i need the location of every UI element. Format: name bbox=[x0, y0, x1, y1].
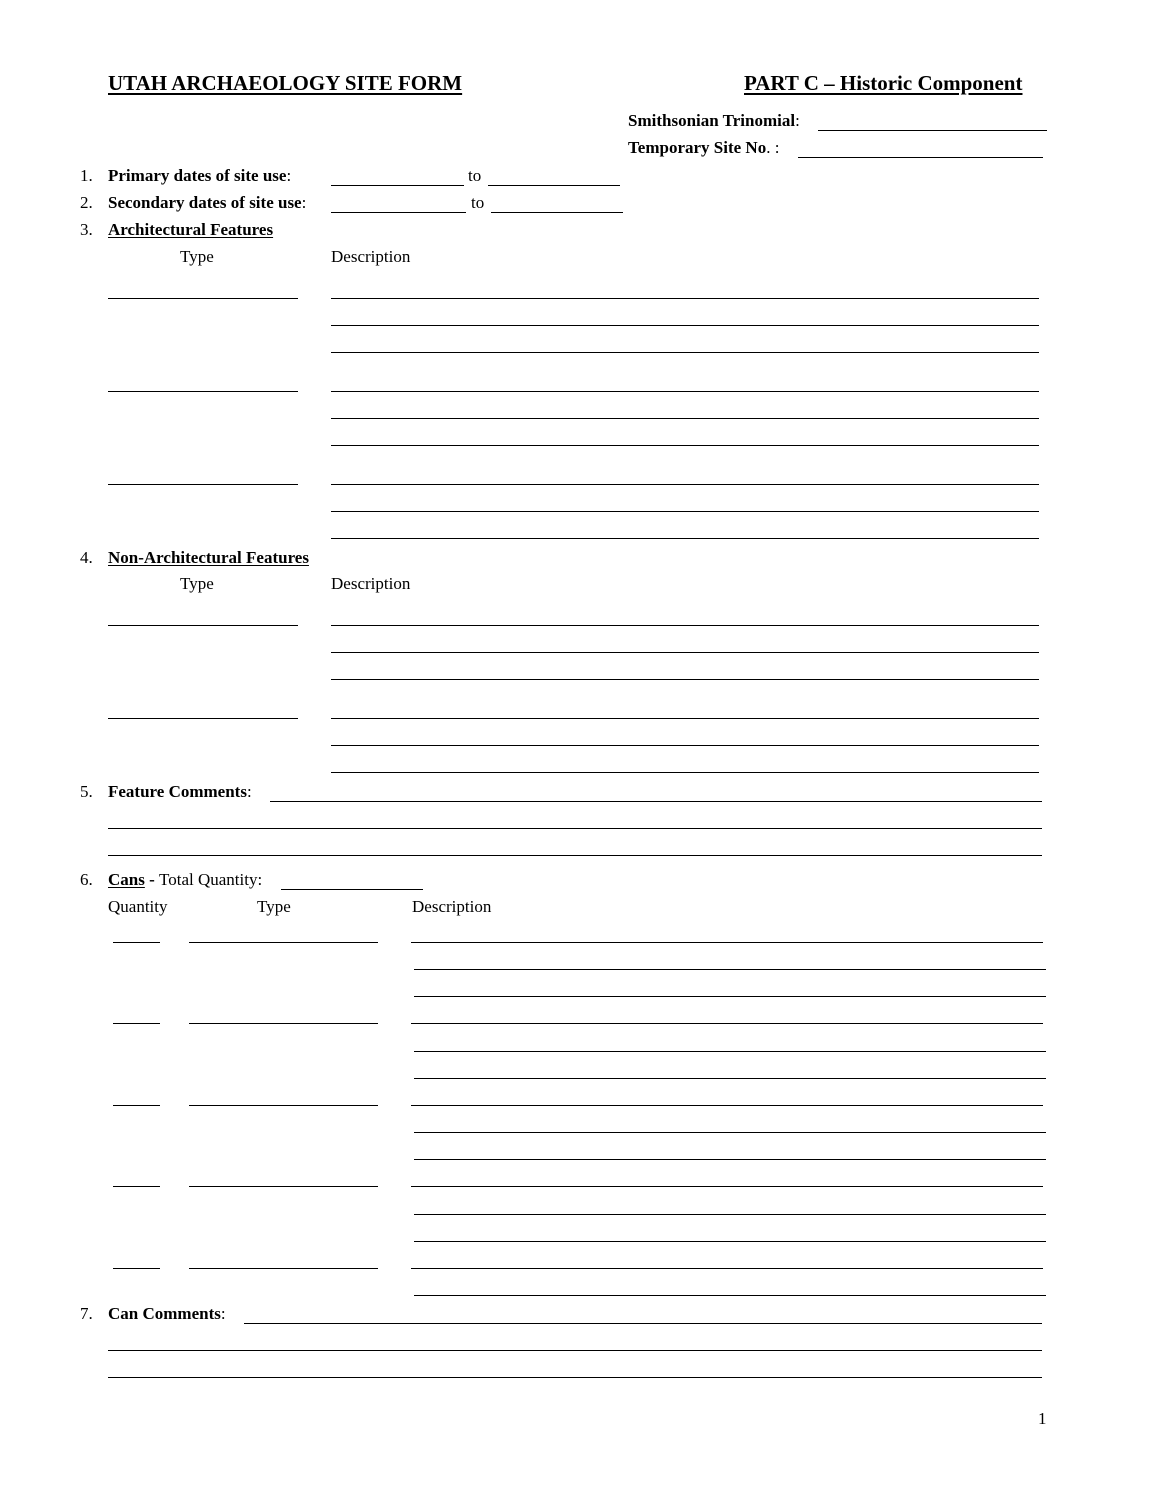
q6-quantity-field[interactable] bbox=[113, 942, 160, 943]
q3-description-field[interactable] bbox=[331, 538, 1039, 539]
q7-comment-field[interactable] bbox=[108, 1377, 1042, 1378]
q5-comment-field[interactable] bbox=[270, 801, 1042, 802]
q2-end-date-field[interactable] bbox=[491, 212, 623, 213]
q6-col-type: Type bbox=[257, 897, 291, 916]
q6-col-description: Description bbox=[412, 897, 492, 916]
q6-quantity-field[interactable] bbox=[113, 1023, 160, 1024]
part-title: PART C – Historic Component bbox=[744, 71, 1023, 95]
q1-end-date-field[interactable] bbox=[488, 185, 620, 186]
q6-quantity-field[interactable] bbox=[113, 1268, 160, 1269]
q3-number: 3. bbox=[80, 220, 93, 239]
q5-label bbox=[108, 782, 252, 802]
q2-start-date-field[interactable] bbox=[331, 212, 466, 213]
q7-colon: : bbox=[220, 1304, 226, 1323]
temp-site-label-text: Temporary Site No bbox=[628, 138, 767, 157]
q6-description-field[interactable] bbox=[411, 942, 1043, 943]
q4-description-field[interactable] bbox=[331, 625, 1039, 626]
q6-quantity-field[interactable] bbox=[113, 1186, 160, 1187]
q6-description-field[interactable] bbox=[414, 996, 1046, 997]
q7-comment-field[interactable] bbox=[108, 1350, 1042, 1351]
q6-quantity-field[interactable] bbox=[113, 1105, 160, 1106]
q1-start-date-field[interactable] bbox=[331, 185, 464, 186]
q6-total-quantity-label: Total Quantity: bbox=[159, 870, 263, 889]
temp-site-label bbox=[628, 138, 779, 158]
q3-description-field[interactable] bbox=[331, 298, 1039, 299]
q3-col-type: Type bbox=[180, 247, 214, 266]
q4-col-type: Type bbox=[180, 574, 214, 593]
q6-description-field[interactable] bbox=[411, 1023, 1043, 1024]
q5-colon: : bbox=[246, 782, 252, 801]
q5-label-text: Feature Comments bbox=[108, 782, 247, 801]
q6-description-field[interactable] bbox=[414, 1241, 1046, 1242]
q2-label bbox=[108, 193, 306, 213]
temp-site-field[interactable] bbox=[798, 157, 1043, 158]
q7-label-text: Can Comments bbox=[108, 1304, 221, 1323]
q3-description-field[interactable] bbox=[331, 391, 1039, 392]
q6-description-field[interactable] bbox=[414, 1295, 1046, 1296]
q3-type-field[interactable] bbox=[108, 391, 298, 392]
q3-type-field[interactable] bbox=[108, 484, 298, 485]
q4-description-field[interactable] bbox=[331, 745, 1039, 746]
q3-label: Architectural Features bbox=[108, 220, 274, 239]
q5-number: 5. bbox=[80, 782, 93, 801]
form-title: UTAH ARCHAEOLOGY SITE FORM bbox=[108, 71, 463, 95]
q6-number: 6. bbox=[80, 870, 93, 889]
q6-type-field[interactable] bbox=[189, 1105, 378, 1106]
q3-description-field[interactable] bbox=[331, 418, 1039, 419]
q1-label bbox=[108, 166, 291, 186]
q4-type-field[interactable] bbox=[108, 625, 298, 626]
q3-description-field[interactable] bbox=[331, 511, 1039, 512]
q6-description-field[interactable] bbox=[414, 969, 1046, 970]
q1-number: 1. bbox=[80, 166, 93, 185]
q4-col-description: Description bbox=[331, 574, 411, 593]
q6-description-field[interactable] bbox=[411, 1268, 1043, 1269]
q7-comment-field[interactable] bbox=[244, 1323, 1042, 1324]
page-number: 1 bbox=[1038, 1409, 1047, 1428]
q6-description-field[interactable] bbox=[414, 1132, 1046, 1133]
q5-comment-field[interactable] bbox=[108, 828, 1042, 829]
q6-description-field[interactable] bbox=[411, 1186, 1043, 1187]
q3-col-description: Description bbox=[331, 247, 411, 266]
q4-description-field[interactable] bbox=[331, 772, 1039, 773]
q6-description-field[interactable] bbox=[414, 1051, 1046, 1052]
q3-description-field[interactable] bbox=[331, 484, 1039, 485]
trinomial-label: Smithsonian Trinomial: bbox=[628, 111, 800, 130]
q6-label bbox=[108, 870, 262, 890]
q4-description-field[interactable] bbox=[331, 679, 1039, 680]
q4-number: 4. bbox=[80, 548, 93, 567]
q4-description-field[interactable] bbox=[331, 718, 1039, 719]
q3-type-field[interactable] bbox=[108, 298, 298, 299]
q2-label-text: Secondary dates of site use bbox=[108, 193, 302, 212]
q4-type-field[interactable] bbox=[108, 718, 298, 719]
q4-label: Non-Architectural Features bbox=[108, 548, 309, 567]
q6-type-field[interactable] bbox=[189, 1268, 378, 1269]
q2-colon: : bbox=[301, 193, 307, 212]
q6-label-text: Cans bbox=[108, 870, 145, 889]
q6-total-quantity-field[interactable] bbox=[281, 889, 423, 890]
q6-type-field[interactable] bbox=[189, 1023, 378, 1024]
q6-type-field[interactable] bbox=[189, 1186, 378, 1187]
q1-colon: : bbox=[286, 166, 292, 185]
q6-description-field[interactable] bbox=[414, 1159, 1046, 1160]
q6-dash: - bbox=[144, 870, 160, 889]
q6-description-field[interactable] bbox=[411, 1105, 1043, 1106]
q2-to: to bbox=[471, 193, 485, 212]
q5-comment-field[interactable] bbox=[108, 855, 1042, 856]
temp-site-sep: . : bbox=[766, 138, 780, 157]
q7-number: 7. bbox=[80, 1304, 93, 1323]
q4-description-field[interactable] bbox=[331, 652, 1039, 653]
q7-label bbox=[108, 1304, 226, 1324]
q3-description-field[interactable] bbox=[331, 352, 1039, 353]
q6-description-field[interactable] bbox=[414, 1078, 1046, 1079]
q6-col-quantity: Quantity bbox=[108, 897, 168, 916]
q3-description-field[interactable] bbox=[331, 325, 1039, 326]
trinomial-field[interactable] bbox=[818, 130, 1047, 131]
q1-label-text: Primary dates of site use bbox=[108, 166, 287, 185]
trinomial-label-text: Smithsonian Trinomial bbox=[628, 111, 796, 130]
q1-to: to bbox=[468, 166, 482, 185]
q6-type-field[interactable] bbox=[189, 942, 378, 943]
q3-description-field[interactable] bbox=[331, 445, 1039, 446]
q6-description-field[interactable] bbox=[414, 1214, 1046, 1215]
q2-number: 2. bbox=[80, 193, 93, 212]
